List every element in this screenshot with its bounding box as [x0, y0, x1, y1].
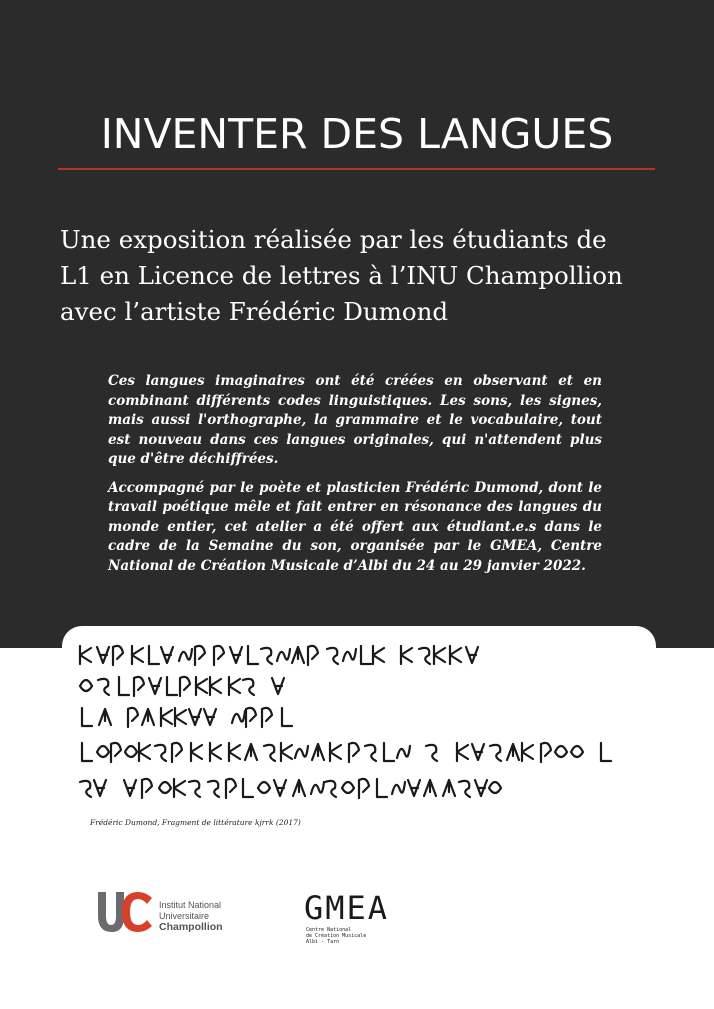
- script-glyph: [214, 646, 224, 665]
- script-glyph: [311, 782, 324, 794]
- script-glyph: [443, 780, 455, 796]
- script-glyph: [295, 746, 308, 758]
- script-glyph: [343, 649, 356, 661]
- script-glyph: [82, 743, 92, 761]
- script-glyph: [149, 646, 159, 664]
- script-glyph: [82, 708, 92, 726]
- script-glyph: [472, 744, 484, 760]
- script-glyph: [113, 646, 123, 665]
- script-glyph: [243, 779, 253, 797]
- inu-line-bold: Champollion: [159, 921, 223, 933]
- script-glyph: [97, 746, 109, 757]
- script-glyph: [450, 646, 461, 664]
- script-glyph: [99, 709, 111, 725]
- script-glyph: [97, 647, 109, 663]
- script-glyph: [293, 780, 305, 796]
- script-glyph: [365, 745, 376, 761]
- script-glyph: [248, 646, 258, 664]
- script-glyph: [179, 649, 192, 661]
- script-glyph: [172, 743, 182, 762]
- script-glyph: [230, 647, 242, 663]
- script-glyph: [243, 679, 254, 695]
- script-glyph: [210, 743, 221, 761]
- script-glyph: [359, 779, 369, 798]
- script-glyph: [397, 746, 410, 758]
- script-glyph: [272, 678, 284, 694]
- script-glyph: [208, 781, 219, 797]
- script-glyph: [161, 708, 172, 726]
- script-glyph: [139, 743, 150, 761]
- script-glyph: [282, 708, 292, 726]
- script-glyph: [161, 647, 173, 663]
- script-glyph: [277, 649, 290, 661]
- script-glyph: [94, 780, 106, 796]
- script-glyph: [245, 744, 257, 760]
- script-glyph: [175, 708, 186, 726]
- inu-champollion-wordmark: [159, 900, 223, 933]
- script-glyph: [330, 743, 341, 761]
- script-glyph: [490, 745, 501, 761]
- subtitle-line: avec l’artiste Frédéric Dumond: [60, 297, 449, 326]
- subtitle-line: L1 en Licence de lettres à l’INU Champollion: [60, 261, 623, 290]
- script-glyph: [264, 745, 275, 761]
- inu-champollion-logo-mark: [94, 888, 154, 936]
- script-glyph: [210, 677, 221, 695]
- script-glyph: [196, 677, 207, 695]
- description-paragraph: Ces langues imaginaires ont été créées en observant et en combinant différents codes linguistiques. Les sons, les signes, mais aussi l'orthographe, la grammaire et le vocabulaire, tout est nouveau dans ces langues originales, qui n'attendent plus que d'être déchiffrées.: [108, 373, 602, 467]
- script-glyph: [384, 743, 394, 761]
- script-glyph: [128, 708, 138, 727]
- script-glyph: [111, 743, 121, 762]
- script-glyph: [261, 648, 272, 664]
- script-glyph: [555, 746, 567, 757]
- script-glyph: [361, 646, 371, 664]
- script-glyph: [80, 680, 92, 691]
- script-glyph: [246, 708, 256, 727]
- script-glyph: [80, 781, 91, 797]
- script-glyph: [174, 779, 185, 797]
- script-glyph: [466, 647, 478, 663]
- script-glyph: [349, 743, 359, 762]
- script-glyph: [155, 745, 166, 761]
- subtitle-line: Une exposition réalisée par les étudiants de: [60, 225, 607, 254]
- script-glyph: [419, 648, 430, 664]
- script-glyph: [489, 782, 501, 793]
- script-glyph: [125, 746, 137, 757]
- inu-line: Universitaire: [159, 911, 210, 921]
- script-glyph: [98, 679, 109, 695]
- script-glyph: [189, 709, 201, 725]
- script-glyph: [475, 780, 487, 796]
- script-glyph: [142, 709, 154, 725]
- script-glyph: [229, 743, 240, 761]
- script-glyph: [80, 646, 91, 664]
- script-glyph: [119, 677, 129, 695]
- script-glyph: [373, 646, 384, 664]
- script-glyph: [601, 743, 611, 761]
- script-glyph: [457, 743, 468, 761]
- script-glyph: [124, 780, 136, 796]
- script-glyph: [229, 677, 240, 695]
- script-glyph: [189, 781, 200, 797]
- script-glyph: [408, 780, 420, 796]
- gmea-sub-line: Albi - Tarn: [306, 939, 340, 945]
- poster-title: INVENTER DES LANGUES: [100, 110, 614, 158]
- script-glyph: [377, 779, 387, 797]
- script-glyph: [424, 780, 436, 796]
- script-glyph: [392, 782, 405, 794]
- script-glyph: [292, 647, 304, 663]
- script-glyph: [325, 781, 336, 797]
- script-glyph: [281, 743, 292, 761]
- script-glyph: [142, 779, 152, 798]
- script-glyph: [459, 781, 470, 797]
- script-glyph: [191, 743, 202, 761]
- script-glyph: [342, 782, 354, 793]
- script-glyph: [571, 746, 583, 757]
- script-glyph: [541, 743, 551, 762]
- script-glyph: [507, 744, 519, 760]
- script-glyph: [134, 677, 144, 696]
- gmea-subtitle: [306, 927, 366, 945]
- script-glyph: [312, 744, 324, 760]
- script-glyph: [132, 646, 143, 664]
- script-glyph: [195, 646, 205, 665]
- script-glyph: [159, 782, 171, 793]
- script-glyph: [434, 646, 445, 664]
- script-glyph: [167, 677, 177, 695]
- description-paragraph: Accompagné par le poète et plasticien Frédéric Dumond, dont le travail poétique mêle et fait entrer en résonance des langues du monde entier, cet atelier a été offert aux étudiant.e.s dans le cadre de la Semaine du son, organisée par le GMEA, Centre National de Création Musicale d’Albi du 24 au 29 janvier 2022.: [108, 479, 602, 574]
- script-glyph: [180, 677, 190, 696]
- script-glyph: [226, 779, 236, 798]
- script-glyph: [274, 780, 286, 796]
- artwork-caption: Frédéric Dumond, Fragment de littérature kjrrk (2017): [90, 818, 301, 827]
- script-glyph: [232, 711, 245, 723]
- script-glyph: [308, 646, 318, 665]
- inu-line: Institut National: [159, 900, 222, 910]
- script-glyph: [327, 648, 338, 664]
- script-glyph: [149, 678, 161, 694]
- gmea-sub-line: de Création Musicale: [306, 933, 367, 939]
- script-glyph: [426, 745, 437, 761]
- script-glyph: [522, 743, 533, 761]
- gmea-logo: GMEA: [304, 889, 390, 927]
- script-glyph: [258, 782, 270, 793]
- script-glyph: [262, 708, 272, 727]
- script-glyph: [204, 709, 216, 725]
- gmea-sub-line: Centre National: [306, 927, 352, 933]
- script-glyph: [401, 646, 412, 664]
